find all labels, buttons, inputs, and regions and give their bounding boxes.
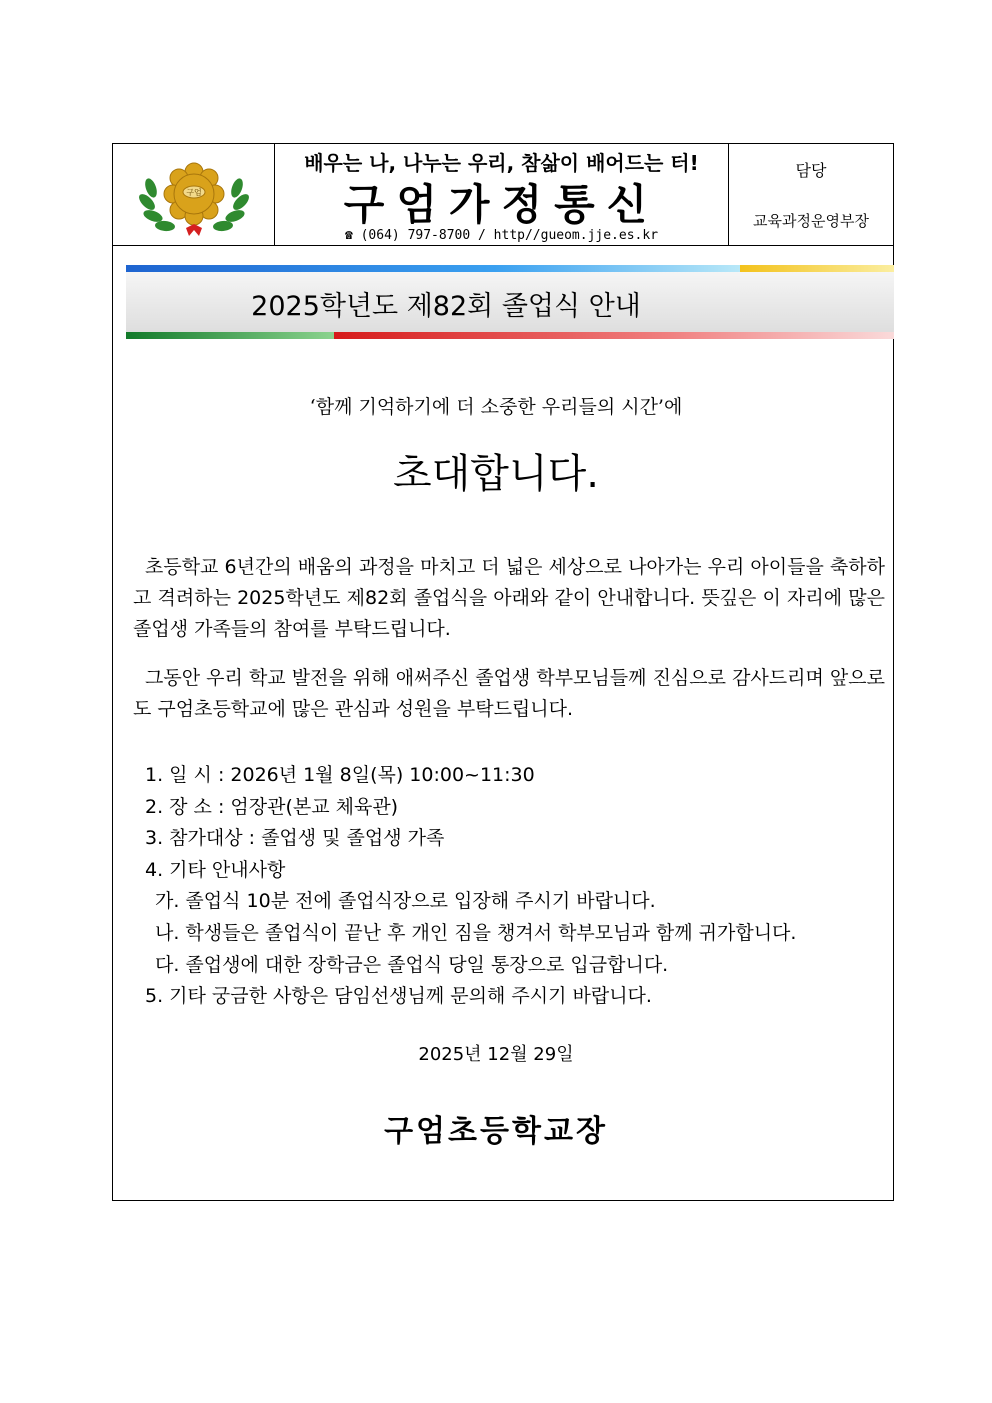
title-cell [275, 144, 729, 245]
header-table [113, 144, 893, 246]
issue-date: 2025년 12월 29일 [418, 1044, 574, 1065]
detail-item-inquiry: 5. 기타 궁금한 사항은 담임선생님께 문의해 주시기 바랍니다. [145, 985, 652, 1008]
detail-subitem-b: 나. 학생들은 졸업식이 끝난 후 개인 짐을 챙겨서 학부모님과 함께 귀가합니다. [155, 921, 797, 944]
school-motto: 배우는 나, 나누는 우리, 참삶이 배어드는 터! [304, 151, 699, 175]
banner-bottom-red-stripe [334, 332, 894, 339]
detail-item-place: 2. 장 소 : 엄장관(본교 체육관) [145, 795, 399, 818]
detail-subitem-c: 다. 졸업생에 대한 장학금은 졸업식 당일 통장으로 입금합니다. [155, 953, 669, 976]
newsletter-title: 구엄가정통신 [343, 180, 660, 229]
detail-item-date: 1. 일 시 : 2026년 1월 8일(목) 10:00~11:30 [145, 764, 535, 786]
emblem-text: 구엄 [186, 188, 202, 197]
banner-top-blue-stripe [126, 265, 740, 272]
logo-cell [113, 144, 275, 245]
charge-label: 담당 [795, 161, 827, 180]
body-paragraph-2: 그동안 우리 학교 발전을 위해 애써주신 졸업생 학부모님들께 진심으로 감사드리며 앞으로도 구엄초등학교에 많은 관심과 성원을 부탁드립니다. [133, 667, 885, 720]
detail-item-attendees: 3. 참가대상 : 졸업생 및 졸업생 가족 [145, 827, 445, 850]
principal-signature: 구엄초등학교장 [384, 1114, 608, 1149]
banner-bottom-green-stripe [126, 332, 334, 339]
detail-subitem-a: 가. 졸업식 10분 전에 졸업식장으로 입장해 주시기 바랍니다. [155, 890, 656, 913]
charge-cell [729, 144, 893, 245]
school-emblem-icon [113, 144, 275, 246]
invitation-headline: 초대합니다. [393, 451, 599, 497]
invitation-quote: ‘함께 기억하기에 더 소중한 우리들의 시간’에 [309, 396, 683, 418]
contact-info: ☎ (064) 797-8700 / http//gueom.jje.es.kr [344, 228, 659, 243]
body-paragraph-1: 초등학교 6년간의 배움의 과정을 마치고 더 넓은 세상으로 나아가는 우리 아이들을 축하하고 격려하는 2025학년도 제82회 졸업식을 아래와 같이 안내합니다. 뜻깊은 이 자리에 많은 졸업생 가족들의 참여를 부탁드립니다. [133, 556, 885, 640]
notice-title: 2025학년도 제82회 졸업식 안내 [251, 291, 641, 322]
charge-role: 교육과정운영부장 [753, 212, 869, 230]
event-details-list [145, 760, 796, 1013]
banner-top-yellow-stripe [740, 265, 894, 272]
detail-item-other: 4. 기타 안내사항 [145, 858, 286, 881]
